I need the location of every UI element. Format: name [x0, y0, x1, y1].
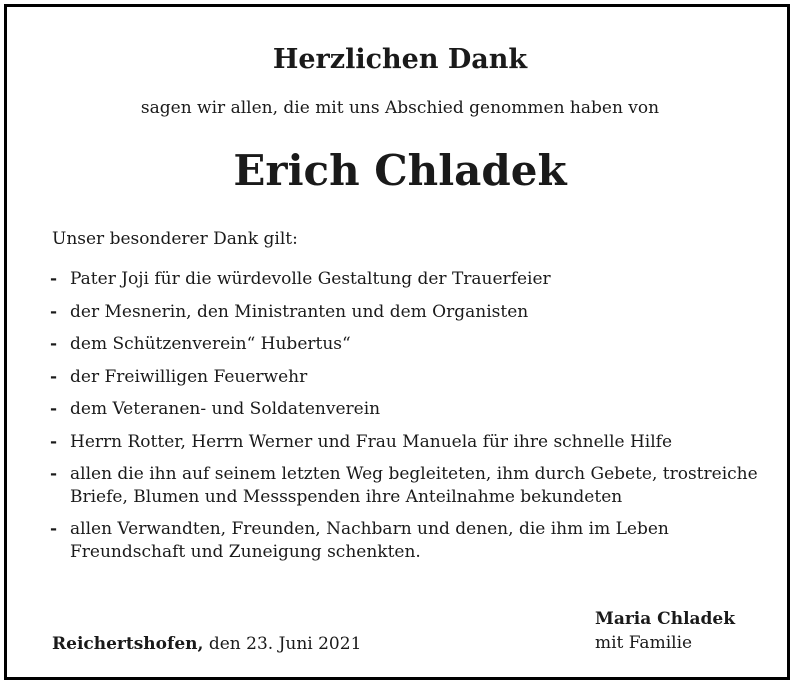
list-item-text: dem Veteranen- und Soldatenverein	[70, 399, 381, 419]
list-item	[50, 398, 770, 421]
list-item	[50, 301, 770, 324]
list-item	[50, 518, 770, 563]
bullet-dash: -	[50, 431, 58, 452]
bullet-dash: -	[50, 301, 58, 322]
list-item-text: der Freiwilligen Feuerwehr	[70, 366, 308, 387]
list-item	[50, 431, 770, 454]
signature-name: Maria Chladek	[595, 609, 736, 629]
list-item-text: allen die ihn auf seinem letzten Weg begleiteten, ihm durch Gebete, trostreiche Briefe, Blumen und Messspenden ihre Anteilnahme bekundeten	[70, 464, 758, 507]
list-item	[50, 268, 770, 291]
list-item	[50, 333, 770, 356]
notice-subheading: sagen wir allen, die mit uns Abschied genommen haben von	[140, 98, 660, 118]
deceased-name: Erich Chladek	[233, 146, 567, 195]
date: den 23. Juni 2021	[208, 634, 362, 654]
list-item	[50, 463, 770, 508]
bullet-dash: -	[50, 519, 58, 539]
notice-heading: Herzlichen Dank	[272, 44, 528, 75]
thanks-list	[50, 268, 770, 573]
list-item-text: Pater Joji für die würdevolle Gestaltung der Trauerfeier	[70, 269, 551, 289]
bullet-dash: -	[50, 399, 58, 419]
list-item-text: der Mesnerin, den Ministranten und dem Organisten	[70, 301, 529, 322]
list-item-text: Herrn Rotter, Herrn Werner und Frau Manuela für ihre schnelle Hilfe	[70, 431, 673, 452]
bullet-dash: -	[50, 464, 58, 484]
list-item-text: allen Verwandten, Freunden, Nachbarn und denen, die ihm im Leben Freundschaft und Zuneigung schenkten.	[70, 519, 669, 562]
list-item	[50, 366, 770, 389]
place: Reichertshofen,	[52, 634, 204, 654]
bullet-dash: -	[50, 269, 58, 289]
signature-family: mit Familie	[595, 633, 693, 653]
bullet-dash: -	[50, 334, 58, 354]
thanks-intro: Unser besonderer Dank gilt:	[52, 229, 298, 249]
signature	[595, 607, 735, 655]
place-date	[52, 634, 361, 654]
list-item-text: dem Schützenverein“ Hubertus“	[70, 334, 351, 354]
bullet-dash: -	[50, 366, 58, 387]
